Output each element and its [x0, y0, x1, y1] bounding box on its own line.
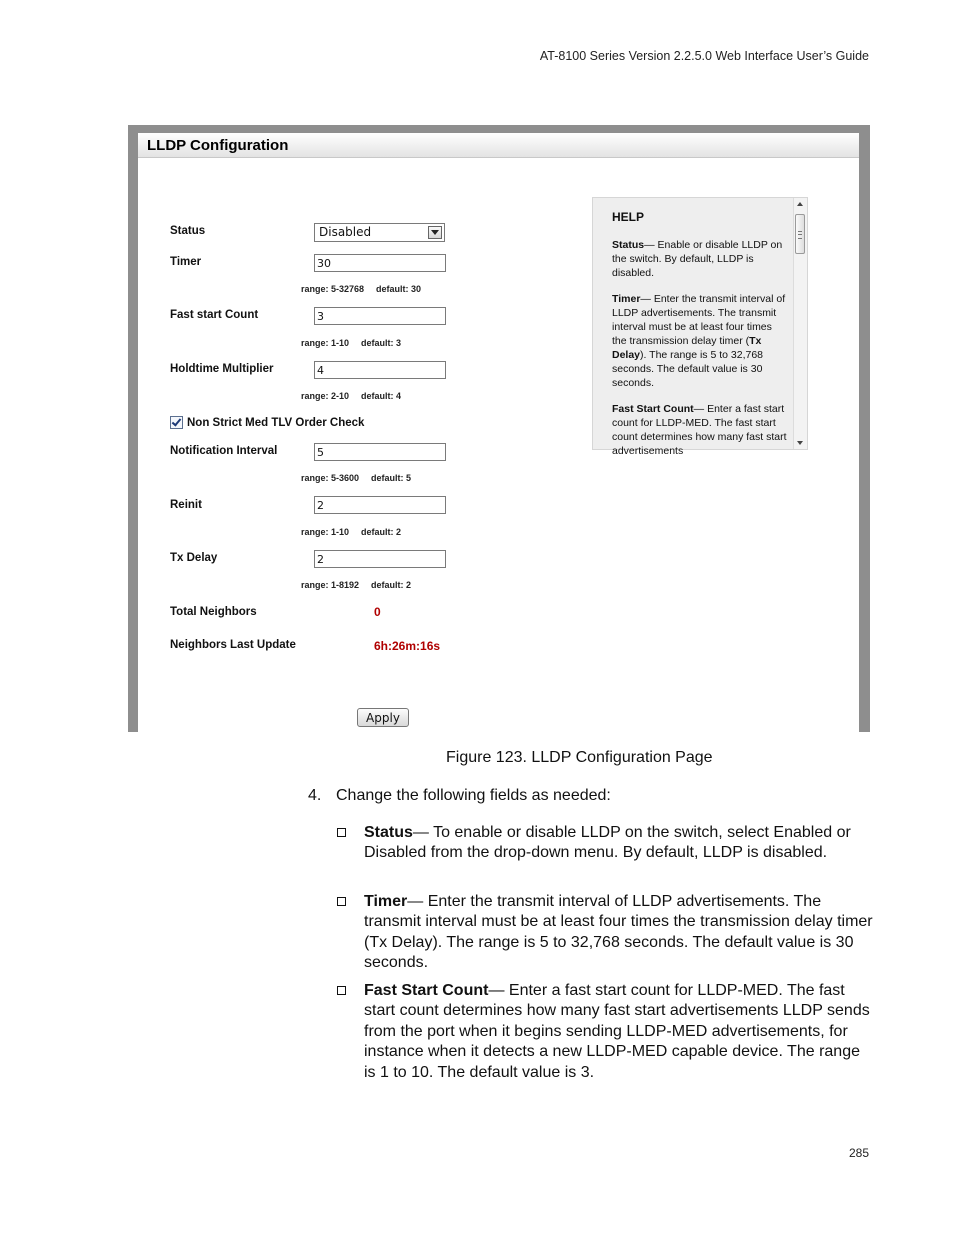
- tx-delay-range: range: 1-8192: [301, 580, 360, 590]
- grip-icon: [798, 231, 802, 239]
- panel-titlebar: [138, 133, 859, 158]
- tx-delay-label: Tx Delay: [170, 552, 218, 564]
- notification-input[interactable]: [314, 443, 446, 461]
- step-number: 4.: [308, 787, 322, 804]
- page-number: 285: [848, 1146, 869, 1160]
- last-update-value: 6h:26m:16s: [374, 639, 441, 653]
- timer-range: range: 5-32768: [301, 284, 365, 294]
- fast-start-default: default: 3: [361, 338, 402, 348]
- step-4: [308, 787, 611, 805]
- help-panel[interactable]: [592, 197, 808, 457]
- fast-start-input[interactable]: [314, 307, 446, 325]
- lldp-config-panel: [138, 133, 859, 732]
- help-status-text: — Enable or disable LLDP on the switch. By default, LLDP is disabled.: [612, 239, 783, 279]
- timer-hint: [301, 284, 421, 294]
- chevron-down-icon[interactable]: [428, 226, 442, 239]
- bullet-term: Status: [364, 824, 413, 841]
- step-text: Change the following fields as needed:: [336, 787, 611, 804]
- help-content: [612, 210, 788, 470]
- scroll-up-icon[interactable]: [797, 202, 803, 206]
- tx-delay-input[interactable]: [314, 550, 446, 568]
- holdtime-default: default: 4: [361, 391, 402, 401]
- screenshot-frame: [128, 125, 870, 732]
- reinit-input[interactable]: [314, 496, 446, 514]
- help-fast-para: [612, 402, 788, 458]
- figure-caption: Figure 123. LLDP Configuration Page: [446, 749, 713, 766]
- checkbox-bullet-icon: [337, 828, 346, 837]
- fast-start-hint: [301, 338, 401, 348]
- notification-hint: [301, 473, 411, 483]
- checkbox-bullet-icon: [337, 986, 346, 995]
- timer-label: Timer: [170, 256, 202, 268]
- tx-delay-default: default: 2: [371, 580, 412, 590]
- timer-default: default: 30: [376, 284, 422, 294]
- bullet-text: — Enter the transmit interval of LLDP advertisements. The transmit interval must be at least four times the transmission delay timer (Tx Delay). The range is 5 to 32,768 seconds. The default value is 30 seconds.: [364, 893, 873, 972]
- reinit-label: Reinit: [170, 499, 202, 511]
- non-strict-checkbox[interactable]: [170, 416, 183, 429]
- bullet-status: [364, 823, 874, 864]
- non-strict-label: Non Strict Med TLV Order Check: [187, 417, 365, 429]
- total-neighbors-value: 0: [374, 605, 381, 619]
- tx-delay-hint: [301, 580, 411, 590]
- status-select[interactable]: [314, 223, 445, 242]
- help-scrollbar[interactable]: [793, 198, 807, 449]
- reinit-hint: [301, 527, 401, 537]
- help-timer-term-2: Tx Delay: [612, 335, 762, 361]
- checkbox-bullet-icon: [337, 897, 346, 906]
- help-status-para: [612, 238, 788, 280]
- help-status-term: Status: [612, 239, 645, 251]
- reinit-default: default: 2: [361, 527, 402, 537]
- scroll-thumb[interactable]: [795, 214, 805, 254]
- status-label: Status: [170, 225, 206, 237]
- holdtime-hint: [301, 391, 401, 401]
- bullet-text: — To enable or disable LLDP on the switch, select Enabled or Disabled from the drop-down menu. By default, LLDP is disabled.: [364, 824, 851, 862]
- help-fast-term: Fast Start Count: [612, 403, 694, 415]
- bullet-text: — Enter a fast start count for LLDP-MED. The fast start count determines how many fast start advertisements LLDP sends from the port when it begins sending LLDP-MED advertisements, for instance when it detects a new LLDP-MED capable device. The range is 1 to 10. The default value is 3.: [364, 982, 870, 1081]
- bullet-fast-start: [364, 981, 874, 1083]
- scroll-down-icon[interactable]: [797, 441, 803, 445]
- help-timer-para: [612, 292, 788, 390]
- holdtime-range: range: 2-10: [301, 391, 350, 401]
- apply-button[interactable]: Apply: [357, 708, 409, 727]
- last-update-label: Neighbors Last Update: [170, 639, 296, 651]
- timer-input[interactable]: [314, 254, 446, 272]
- bullet-timer: [364, 892, 874, 974]
- holdtime-input[interactable]: [314, 361, 446, 379]
- help-timer-text-1: — Enter the transmit interval of LLDP advertisements. The transmit interval must be at least four times the transmission delay timer (: [612, 293, 786, 347]
- fast-start-label: Fast start Count: [170, 309, 259, 321]
- help-timer-term: Timer: [612, 293, 641, 305]
- panel-title: LLDP Configuration: [147, 137, 289, 154]
- bullet-term: Fast Start Count: [364, 982, 489, 999]
- bullet-term: Timer: [364, 893, 408, 910]
- status-select-value: Disabled: [319, 225, 372, 239]
- document-header: AT-8100 Series Version 2.2.5.0 Web Interface User’s Guide: [539, 49, 869, 63]
- holdtime-label: Holdtime Multiplier: [170, 363, 274, 375]
- help-fast-text: — Enter a fast start count for LLDP-MED. The fast start count determines how many fast start advertisements: [612, 403, 787, 457]
- help-timer-text-2: ). The range is 5 to 32,768 seconds. The default value is 30 seconds.: [612, 349, 764, 389]
- total-neighbors-label: Total Neighbors: [170, 606, 257, 618]
- fast-start-range: range: 1-10: [301, 338, 350, 348]
- notification-label: Notification Interval: [170, 445, 278, 457]
- notification-default: default: 5: [371, 473, 412, 483]
- reinit-range: range: 1-10: [301, 527, 350, 537]
- help-heading: HELP: [612, 210, 645, 224]
- notification-range: range: 5-3600: [301, 473, 360, 483]
